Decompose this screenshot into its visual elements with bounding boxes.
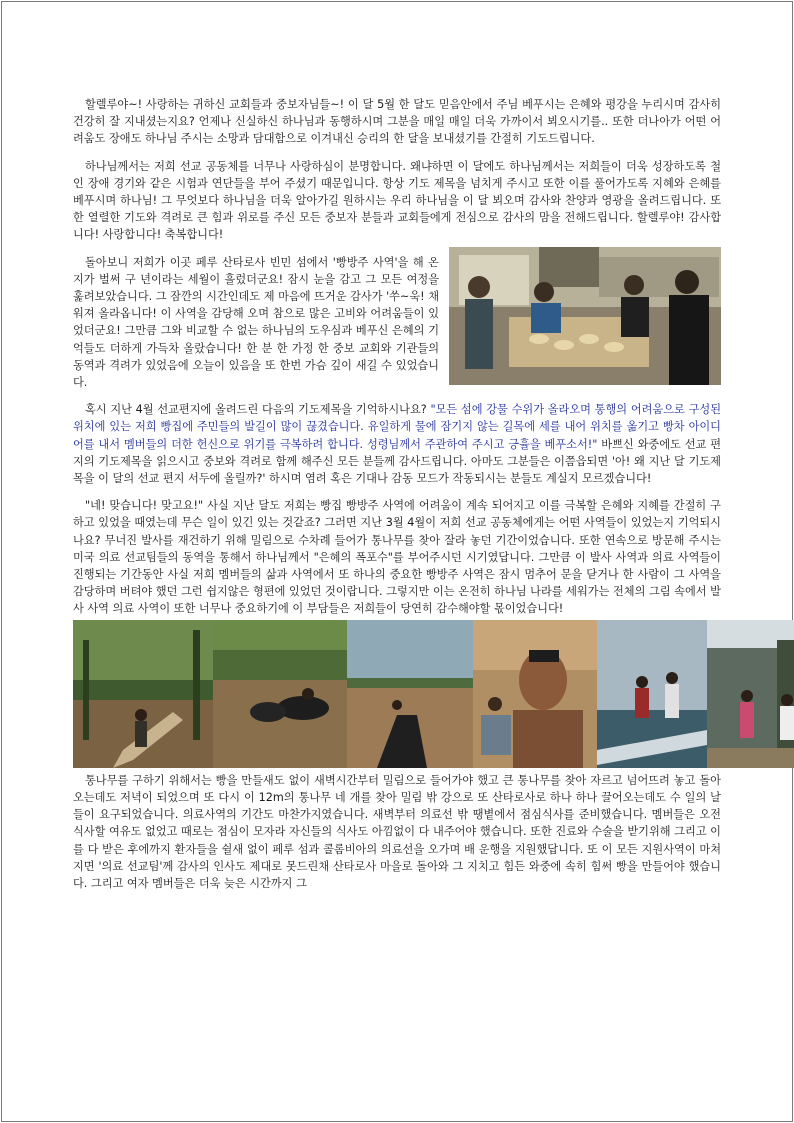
april-intro-text: 혹시 지난 4월 선교편지에 올려드린 다음의 기도제목을 기억하시나요? — [85, 403, 431, 417]
paragraph-greeting: 할렐루야~! 사랑하는 귀하신 교회들과 중보자님들~! 이 달 5월 한 달도 믿음안에서 주님 베푸시는 은혜와 평강을 누리시며 감사히 건강히 잘 지내셨는지요? 언제나 신실하신 하나님과 동행하시며 그분을 매일 매일 더욱 가까이서 뵈오시기를.. 또한 더나아가 어떤 어려움도 장애도 하나님 주시는 소망과 담대함으로 이겨내신 승리의 한 달을 보내셨기를 간절히 기도드립니다. — [73, 98, 721, 146]
village-house-photo — [707, 620, 794, 768]
paragraph-ministries: "네! 맞습니다! 맞고요!" 사실 지난 달도 저희는 빵집 빵방주 사역에 어려움이 계속 되어지고 이를 극복할 은혜와 지혜를 간절히 구하고 있었을 때였는데 무슨 일이 있긴 있는 것같죠? 그러면 지난 3월 4월이 저희 선교 공동체에게는 어떤 사역들이 있었는지 기억되시나요? 무너진 발사를 재건하기 위해 밀림으로 수차례 들어가 통나무를 찾아 잘라 놓던 기간이었습니다. 또한 연속으로 방문해 주시는 미국 의료 선교팀들의 동역을 통해서 하나님께서 "은혜의 폭포수"를 부어주시던 시기였답니다. 그만큼 이 발사 사역과 의료 사역들이 진행되는 기간동안 사실 저희 멤버들의 삶과 사역에서 또 하나의 중요한 빵방주 사역은 잠시 멈추어 문을 닫거나 한 사람이 그 사역을 감당하며 버텨야 했던 그런 쉽지않은 형편에 있었던 것이랍니다. 그렇지만 이는 온전히 하나님 나라를 세워가는 전체의 그림 속에서 발사 사역 의료 사역이 또한 너무나 중요하기에 이 부담들은 저희들이 당연히 감수해야할 몫이었습니다! — [73, 499, 721, 616]
letter-body — [73, 96, 721, 892]
april-followup-text: 바쁘신 와중에도 선교 편지의 기도제목을 읽으시고 중보와 격려로 함께 해주신 모든 분들께 감사드립니다. 아마도 그분들은 이쯤읍되면 '아! 왜 지난 달 기도제목을 이 달의 선교 편지 서두에 올릴까?' 하시며 염려 혹은 기대나 감동 모드가 작동되시는 분들도 계실지 모르겠습니다! — [73, 437, 721, 486]
paragraph-april-prayer — [73, 401, 721, 487]
jungle-log-photo — [73, 620, 213, 768]
river-boat-photo — [347, 620, 473, 768]
paragraph-log-and-medical: 통나무를 구하기 위해서는 빵을 만들새도 없이 새벽시간부터 밀림으로 들어가야 했고 큰 통나무를 찾아 자르고 넘어뜨려 놓고 돌아오는데도 저녁이 되었으며 또 다시 이 12m의 통나무 네 개를 찾아 밀림 밖 강으로 또 산타로사로 하나 하나 끌어오는데도 수 일의 날들이 요구되었습니다. 의료사역의 기간도 마찬가지였습니다. 새벽부터 의료선 밖 땡볕에서 점심식사를 준비했습니다. 멤버들은 오전 식사할 여유도 없었고 때로는 점심이 모자라 자신들의 식사도 아낌없이 다 내주어야 했습니다. 또한 진료와 수술을 받기위해 그리고 이를 다 받은 후에까지 환자들을 쉴새 없이 페루 섬과 콜롬비아의 의료선을 오가며 배 운행을 지원했답니다. 또 이 모든 지원사역이 마쳐지면 '의료 선교팀'께 감사의 인사도 제대로 못드린채 산타로사 마을로 돌아와 그 지치고 힘든 와중에 속히 힘써 빵을 만들어야 했습니다. 그리고 여자 멤버들은 더욱 늦은 시간까지 그 — [73, 773, 721, 890]
jungle-river-photo — [213, 620, 347, 768]
april-prayer-quote: "모든 섬에 강물 수위가 올라오며 통행의 어려움으로 구성된 위치에 있는 저희 빵집에 주민들의 발길이 많이 끊겼습니다. 유일하게 물에 잠기지 않는 길목에 세를 내어 위치를 옮기고 빵차 아이디어를 내서 멤버들의 더한 헌신으로 위기를 극복하려 합니다. 성령님께서 주관하여 주시고 긍휼을 베푸소서!" — [73, 403, 722, 451]
photo-strip — [73, 620, 719, 768]
riverbank-boat-photo — [597, 620, 707, 768]
paragraph-gratitude: 하나님께서는 저희 선교 공동체를 너무나 사랑하심이 분명합니다. 왜냐하면 이 달에도 하나님께서는 저희들이 더욱 성장하도록 철인 장애 경기와 같은 시험과 연단들을 부어 주셨기 때문입니다. 항상 기도 제목을 넘치게 주시고 또한 이를 풀어가도록 지혜와 은혜를 베푸시며 하나님! 그 무엇보다 하나님을 더욱 알아가길 원하시는 우리 하나님을 이 달 뵈오며 감사와 찬양과 영광을 올려드립니다. 또한 열렬한 기도와 격려로 큰 힘과 위로를 주신 모든 중보자 분들과 교회들에게 전심으로 감사의 맘을 전해드립니다. 할렐루야! 감사합니다! 사랑합니다! 축복합니다! — [73, 159, 721, 242]
paragraph-nine-years: 돌아보니 저희가 이곳 페루 산타로사 빈민 섬에서 '빵방주 사역'을 해 온지가 벌써 구 년이라는 세월이 흘렀더군요! 잠시 눈을 감고 그 모든 여정을 훑려보았습니다. 그 잠깐의 시간인데도 제 마음에 뜨거운 감사가 '쑤~욱! 채워져 올라옵니다! 이 사역을 감당해 오며 참으로 많은 고비와 어려움들이 있었더군요! 그만큼 그와 비교할 수 없는 하나님의 도우심과 베푸신 은혜의 기억들도 더하게 가득차 올랐습니다! 한 분 한 가정 한 중보 교회와 기관들의 동역과 격려가 있었음에 오늘이 있음을 또 한번 가슴 깊이 새길 수 있었습니다. — [73, 255, 439, 390]
selfie-boy-photo — [473, 620, 597, 768]
bakery-photo — [449, 247, 721, 385]
